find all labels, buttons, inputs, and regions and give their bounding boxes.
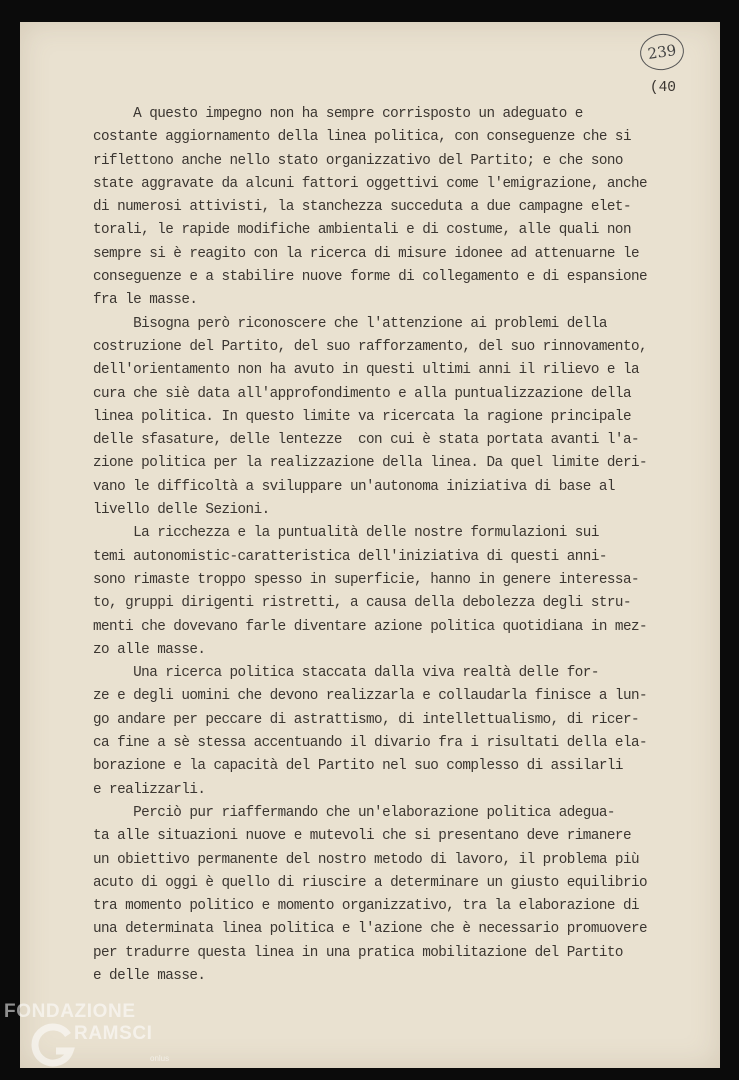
gramsci-g-logo-icon: [30, 1023, 76, 1069]
text-line: e realizzarli.: [93, 781, 206, 798]
text-line: state aggravate da alcuni fattori oggettivi come l'emigrazione, anche: [93, 175, 648, 192]
text-line: temi autonomistic-caratteristica dell'iniziativa di questi anni-: [93, 548, 607, 565]
text-line: Una ricerca politica staccata dalla viva realtà delle for-: [93, 665, 599, 682]
archive-number-stamp: [638, 31, 687, 73]
text-line: fra le masse.: [93, 292, 198, 309]
text-line: borazione e la capacità del Partito nel suo complesso di assilarli: [93, 758, 623, 775]
text-line: La ricchezza e la puntualità delle nostre formulazioni sui: [93, 525, 599, 542]
text-line: zo alle masse.: [93, 641, 206, 658]
text-line: menti che dovevano farle diventare azione politica quotidiana in mez-: [93, 618, 648, 635]
text-line: ta alle situazioni nuove e mutevoli che si presentano deve rimanere: [93, 828, 631, 845]
text-line: linea politica. In questo limite va ricercata la ragione principale: [93, 408, 631, 425]
typed-text-body: [93, 103, 693, 988]
text-line: costante aggiornamento della linea politica, con conseguenze che si: [93, 129, 631, 146]
watermark-line1: FONDAZIONE: [4, 1001, 136, 1022]
text-line: conseguenze e a stabilire nuove forme di collegamento e di espansione: [93, 269, 648, 286]
text-line: riflettono anche nello stato organizzativo del Partito; e che sono: [93, 152, 623, 169]
text-line: Perciò pur riaffermando che un'elaborazione politica adegua-: [93, 804, 615, 821]
text-line: una determinata linea politica e l'azione che è necessario promuovere: [93, 921, 648, 938]
text-line: tra momento politico e momento organizzativo, tra la elaborazione di: [93, 898, 640, 915]
text-line: A questo impegno non ha sempre corrisposto un adeguato e: [93, 106, 583, 122]
text-line: torali, le rapide modifiche ambientali e di costume, alle quali non: [93, 222, 631, 239]
text-line: livello delle Sezioni.: [93, 502, 270, 519]
text-line: per tradurre questa linea in una pratica mobilitazione del Partito: [93, 944, 623, 961]
text-line: Bisogna però riconoscere che l'attenzione ai problemi della: [93, 315, 607, 332]
text-line: ze e degli uomini che devono realizzarla e collaudarla finisce a lun-: [93, 688, 648, 705]
text-line: costruzione del Partito, del suo rafforzamento, del suo rinnovamento,: [93, 338, 648, 355]
text-line: sempre si è reagito con la ricerca di misure idonee ad attenuarne le: [93, 245, 640, 262]
watermark-sub: onlus: [150, 1054, 170, 1063]
text-line: ca fine a sè stessa accentuando il divario fra i risultati della ela-: [93, 735, 648, 752]
text-line: un obiettivo permanente del nostro metodo di lavoro, il problema più: [93, 851, 640, 868]
text-line: zione politica per la realizzazione della linea. Da quel limite deri-: [93, 455, 648, 472]
text-line: cura che siè data all'approfondimento e alla puntualizzazione della: [93, 385, 631, 402]
text-line: di numerosi attivisti, la stanchezza succeduta a due campagne elet-: [93, 199, 631, 216]
text-line: sono rimaste troppo spesso in superficie, hanno in genere interessa-: [93, 571, 640, 588]
page-number: (40: [649, 80, 676, 96]
text-line: vano le difficoltà a sviluppare un'autonoma iniziativa di base al: [93, 478, 615, 495]
document-page: [20, 22, 720, 1068]
archive-number: 239: [646, 41, 678, 63]
text-line: to, gruppi dirigenti ristretti, a causa della debolezza degli stru-: [93, 595, 631, 612]
text-line: e delle masse.: [93, 967, 206, 984]
text-line: delle sfasature, delle lentezze con cui è stata portata avanti l'a-: [93, 432, 640, 449]
text-line: go andare per peccare di astrattismo, di intellettualismo, di ricer-: [93, 711, 640, 728]
watermark-line2: RAMSCI: [74, 1023, 153, 1044]
text-line: acuto di oggi è quello di riuscire a determinare un giusto equilibrio: [93, 874, 648, 891]
text-line: dell'orientamento non ha avuto in questi ultimi anni il rilievo e la: [93, 362, 640, 379]
fondazione-gramsci-watermark: [4, 1001, 204, 1076]
